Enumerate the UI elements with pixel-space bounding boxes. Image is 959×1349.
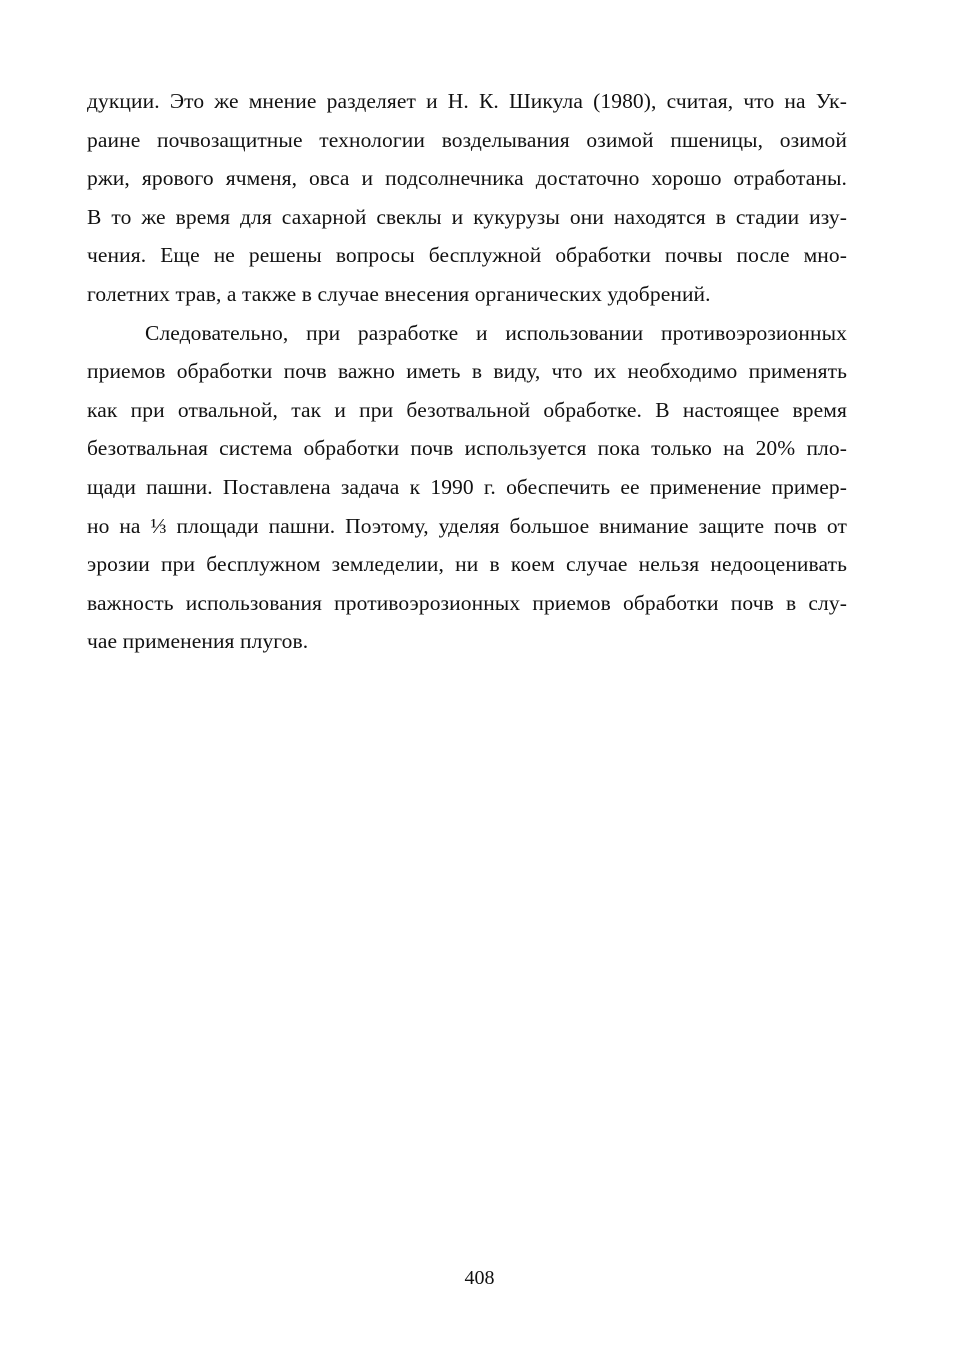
page-number: 408 — [464, 1267, 495, 1289]
text-line: В то же время для сахарной свеклы и кукурузы они находятся в стадии изу- — [87, 204, 847, 229]
text-line: как при отвальной, так и при безотвальной обработке. В настоящее время — [87, 397, 847, 422]
text-line: дукции. Это же мнение разделяет и Н. К. Шикула (1980), считая, что на Ук- — [87, 89, 847, 113]
text-line: чения. Еще не решены вопросы бесплужной обработки почвы после мно- — [87, 243, 847, 268]
paragraph-1 — [87, 82, 847, 314]
text-line: эрозии при бесплужном земледелии, ни в коем случае нельзя недооценивать — [87, 552, 847, 577]
text-line: приемов обработки почв важно иметь в виду, что их необходимо применять — [87, 359, 847, 384]
text-line: безотвальная система обработки почв используется пока только на 20% пло- — [87, 436, 847, 461]
text-line: Следовательно, при разработке и использовании противоэрозионных — [145, 320, 847, 345]
text-line: голетних трав, а также в случае внесения органических удобрений. — [87, 281, 711, 306]
text-line: ржи, ярового ячменя, овса и подсолнечника достаточно хорошо отработаны. — [87, 166, 847, 191]
text-line: важность использования противоэрозионных приемов обработки почв в слу- — [87, 590, 847, 615]
body-text — [87, 82, 847, 661]
text-line: раине почвозащитные технологии возделывания озимой пшеницы, озимой — [87, 127, 847, 152]
text-line: щади пашни. Поставлена задача к 1990 г. обеспечить ее применение пример- — [87, 474, 847, 499]
text-line: но на ⅓ площади пашни. Поэтому, уделяя большое внимание защите почв от — [87, 513, 847, 538]
text-line: чае применения плугов. — [87, 629, 309, 654]
paragraph-2 — [87, 314, 847, 661]
